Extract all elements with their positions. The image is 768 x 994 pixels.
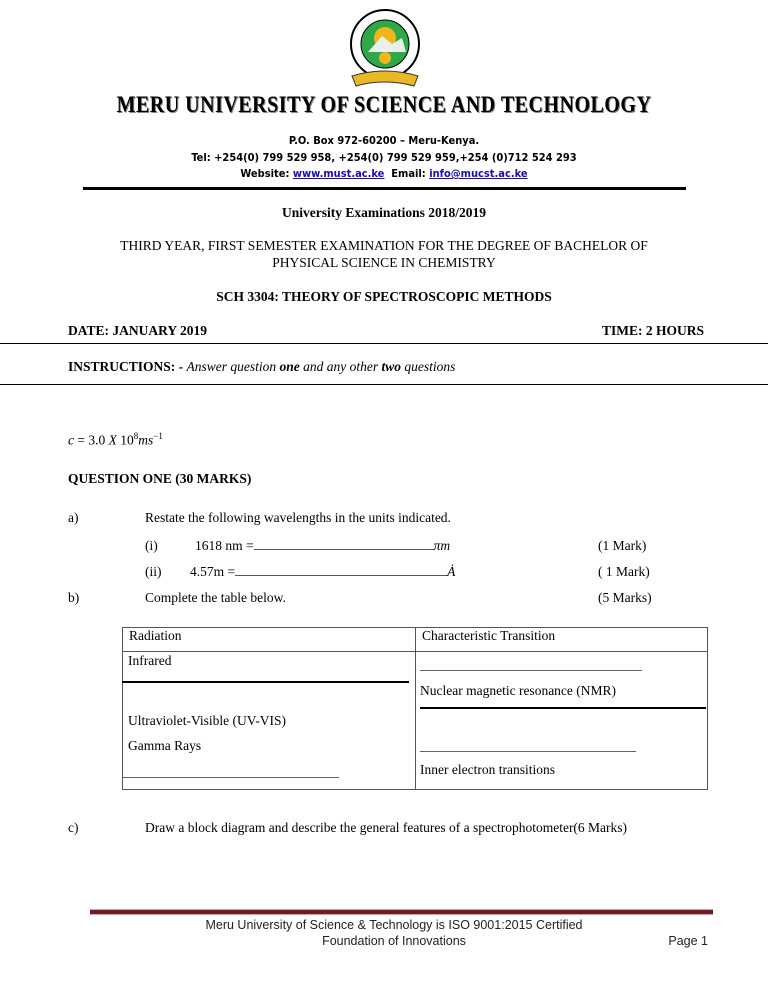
contacts (0, 167, 768, 180)
question-one-title: QUESTION ONE (30 MARKS) (68, 471, 252, 486)
table-header: Radiation (123, 628, 416, 652)
university-name: MERU UNIVERSITY OF SCIENCE AND TECHNOLOGY (116, 92, 652, 118)
transition-cell: Inner electron transitions (420, 762, 555, 777)
part-b-marks: (5 Marks) (598, 590, 652, 605)
address: P.O. Box 972-60200 – Meru-Kenya. (288, 134, 480, 147)
answer-line (122, 681, 409, 683)
website-label: Website: (240, 167, 290, 180)
speed-of-light-constant (68, 431, 163, 449)
telephone: Tel: +254(0) 799 529 958, +254(0) 799 529 959,+254 (0)712 524 293 (191, 151, 577, 164)
divider (0, 343, 768, 344)
part-c-text: Draw a block diagram and describe the general features of a spectrophotometer(6 Marks) (145, 820, 628, 835)
item-ii-num: (ii) (145, 564, 162, 579)
item-ii (190, 564, 455, 580)
constant-value: = 3.0 (74, 432, 109, 448)
constant-unit: ms (138, 432, 154, 448)
footer-line-2: Foundation of Innovations (322, 934, 466, 948)
item-ii-marks: ( 1 Mark) (598, 564, 650, 579)
website-link[interactable]: www.must.ac.ke (292, 167, 385, 180)
footer-divider (90, 910, 713, 914)
degree-line-1: THIRD YEAR, FIRST SEMESTER EXAMINATION FOR THE DEGREE OF BACHELOR OF (120, 238, 648, 253)
answer-blank[interactable] (420, 670, 642, 671)
item-ii-question: 4.57m = (190, 564, 236, 579)
radiation-cell: Gamma Rays (128, 738, 202, 753)
item-ii-unit: Ȧ (447, 564, 456, 579)
instructions (68, 359, 455, 375)
part-c-label: c) (68, 820, 79, 835)
table-header: Characteristic Transition (416, 628, 708, 652)
answer-blank[interactable] (420, 751, 636, 752)
radiation-cell: Ultraviolet-Visible (UV-VIS) (128, 713, 287, 728)
course-title: SCH 3304: THEORY OF SPECTROSCOPIC METHODS (216, 289, 552, 304)
instructions-text: questions (401, 359, 456, 374)
exam-session: University Examinations 2018/2019 (281, 205, 486, 220)
part-a-text: Restate the following wavelengths in the units indicated. (145, 510, 451, 525)
item-i-marks: (1 Mark) (598, 538, 647, 553)
university-logo (340, 8, 430, 90)
answer-blank[interactable] (254, 549, 434, 550)
item-i-unit: πm (433, 538, 451, 553)
transition-cell: Nuclear magnetic resonance (NMR) (420, 683, 617, 698)
header-divider (83, 187, 686, 190)
radiation-cell: Infrared (128, 653, 172, 668)
instructions-emph: one (279, 359, 300, 374)
answer-line (420, 707, 706, 709)
exam-time: TIME: 2 HOURS (601, 323, 704, 338)
email-label: Email: (391, 167, 426, 180)
instructions-text: and any other (299, 359, 382, 374)
email-link[interactable]: info@mucst.ac.ke (429, 167, 528, 180)
answer-blank[interactable] (235, 575, 447, 576)
instructions-emph: two (381, 359, 402, 374)
answer-blank[interactable] (122, 777, 339, 778)
item-i-question: 1618 nm = (195, 538, 254, 553)
item-i (195, 538, 450, 554)
exam-date: DATE: JANUARY 2019 (68, 323, 208, 338)
constant-exponent: 8 (133, 431, 139, 441)
divider (0, 384, 768, 385)
degree-line-2: PHYSICAL SCIENCE IN CHEMISTRY (272, 255, 496, 270)
part-b-text: Complete the table below. (145, 590, 286, 605)
item-i-num: (i) (145, 538, 158, 553)
constant-times: X (108, 432, 117, 448)
instructions-text: Answer question (186, 359, 280, 374)
page-number: Page 1 (668, 934, 708, 948)
constant-base: 10 (116, 432, 134, 448)
part-a-label: a) (68, 510, 79, 525)
constant-unit-exponent: −1 (153, 431, 163, 441)
constant-symbol: c (68, 432, 74, 448)
footer-line-1: Meru University of Science & Technology is ISO 9001:2015 Certified (205, 918, 583, 932)
instructions-label: INSTRUCTIONS: - (68, 359, 184, 374)
part-b-label: b) (68, 590, 80, 605)
